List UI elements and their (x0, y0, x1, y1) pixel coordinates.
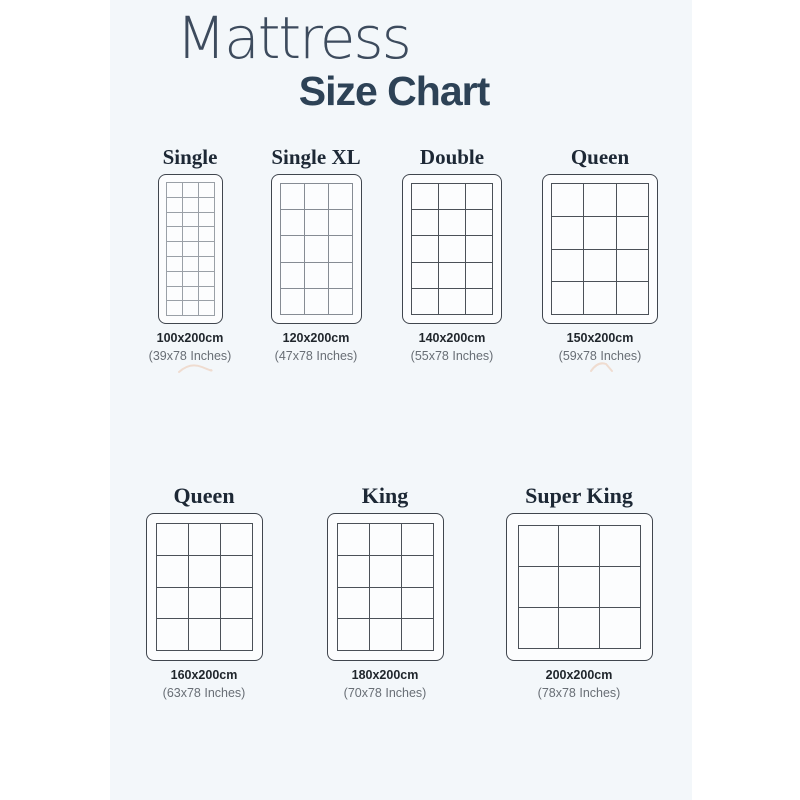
grid-cell (221, 619, 252, 650)
grid-cell (199, 227, 214, 241)
grid-cell (402, 619, 433, 650)
mattress-outline (271, 174, 362, 324)
grid-cell (402, 588, 433, 619)
grid-cell (329, 210, 352, 235)
grid-cell (329, 236, 352, 261)
grid-cell (338, 619, 369, 650)
grid-cell (305, 263, 328, 288)
mattress-grid (280, 183, 353, 315)
mattress-grid (518, 525, 641, 649)
size-name: Single XL (271, 145, 361, 169)
size-cm-label: 150x200cm (566, 331, 634, 346)
size-cm-label: 160x200cm (170, 668, 238, 683)
grid-cell (466, 289, 492, 314)
grid-cell (281, 263, 304, 288)
size-inches-label: (59x78 Inches) (558, 349, 642, 364)
grid-cell (305, 236, 328, 261)
size-card-queen (129, 484, 279, 700)
grid-cell (370, 524, 401, 555)
size-inches-label: (39x78 Inches) (148, 349, 232, 364)
grid-cell (329, 184, 352, 209)
grid-cell (338, 588, 369, 619)
grid-cell (402, 524, 433, 555)
smudge-artifact (588, 359, 616, 375)
grid-cell (412, 289, 438, 314)
grid-cell (183, 287, 198, 301)
grid-cell (281, 289, 304, 314)
mattress-outline (402, 174, 502, 324)
grid-cell (412, 263, 438, 288)
grid-cell (199, 198, 214, 212)
mattress-grid (166, 182, 215, 316)
grid-cell (189, 619, 220, 650)
size-name: Single (162, 145, 218, 169)
grid-cell (559, 608, 599, 648)
grid-cell (402, 556, 433, 587)
size-card-super-king (504, 484, 654, 700)
page-subtitle: Size Chart (298, 68, 490, 114)
page-title: Mattress (176, 4, 410, 72)
size-cm-label: 120x200cm (282, 331, 350, 346)
grid-cell (329, 263, 352, 288)
size-name: Super King (525, 483, 633, 508)
grid-cell (370, 556, 401, 587)
mattress-outline (506, 513, 653, 661)
grid-cell (559, 526, 599, 566)
grid-cell (221, 588, 252, 619)
grid-cell (189, 556, 220, 587)
grid-cell (221, 556, 252, 587)
mattress-grid (551, 183, 649, 315)
grid-cell (199, 183, 214, 197)
size-name: King (361, 483, 409, 508)
grid-cell (519, 567, 559, 607)
mattress-outline (146, 513, 263, 661)
grid-cell (329, 289, 352, 314)
grid-cell (617, 217, 648, 249)
grid-cell (617, 250, 648, 282)
grid-cell (281, 184, 304, 209)
size-inches-label: (47x78 Inches) (274, 349, 358, 364)
grid-cell (199, 287, 214, 301)
grid-cell (370, 619, 401, 650)
grid-cell (167, 213, 182, 227)
grid-cell (167, 257, 182, 271)
grid-cell (370, 588, 401, 619)
grid-cell (466, 210, 492, 235)
grid-cell (305, 184, 328, 209)
size-cm-label: 100x200cm (156, 331, 224, 346)
grid-cell (183, 301, 198, 315)
grid-cell (167, 198, 182, 212)
grid-cell (466, 236, 492, 261)
grid-cell (600, 608, 640, 648)
grid-cell (439, 263, 465, 288)
grid-cell (199, 242, 214, 256)
size-cm-label: 180x200cm (351, 668, 419, 683)
grid-cell (199, 257, 214, 271)
grid-cell (183, 242, 198, 256)
grid-cell (584, 250, 615, 282)
grid-cell (167, 227, 182, 241)
grid-cell (167, 272, 182, 286)
grid-cell (183, 213, 198, 227)
grid-cell (552, 250, 583, 282)
size-card-single-xl (241, 146, 391, 363)
grid-cell (167, 287, 182, 301)
grid-cell (157, 556, 188, 587)
grid-cell (281, 236, 304, 261)
grid-cell (183, 183, 198, 197)
grid-cell (412, 210, 438, 235)
grid-cell (617, 184, 648, 216)
smudge-artifact (176, 360, 214, 378)
mattress-outline (327, 513, 444, 661)
grid-cell (466, 184, 492, 209)
grid-cell (199, 301, 214, 315)
size-name: Double (419, 145, 485, 169)
size-card-queen (525, 146, 675, 363)
grid-cell (305, 210, 328, 235)
grid-cell (183, 198, 198, 212)
grid-cell (439, 184, 465, 209)
grid-cell (183, 227, 198, 241)
grid-cell (552, 282, 583, 314)
grid-cell (519, 608, 559, 648)
grid-cell (412, 184, 438, 209)
grid-cell (552, 217, 583, 249)
grid-cell (157, 524, 188, 555)
grid-cell (199, 272, 214, 286)
grid-cell (519, 526, 559, 566)
size-cm-label: 140x200cm (418, 331, 486, 346)
size-inches-label: (63x78 Inches) (162, 686, 246, 701)
grid-cell (183, 257, 198, 271)
grid-cell (439, 210, 465, 235)
grid-cell (584, 184, 615, 216)
grid-cell (338, 556, 369, 587)
grid-cell (466, 263, 492, 288)
grid-cell (189, 588, 220, 619)
size-name: Queen (570, 145, 630, 169)
size-inches-label: (55x78 Inches) (410, 349, 494, 364)
grid-cell (600, 567, 640, 607)
grid-cell (167, 183, 182, 197)
grid-cell (338, 524, 369, 555)
grid-cell (305, 289, 328, 314)
grid-cell (221, 524, 252, 555)
grid-cell (584, 282, 615, 314)
size-card-king (310, 484, 460, 700)
grid-cell (167, 242, 182, 256)
size-cm-label: 200x200cm (545, 668, 613, 683)
size-inches-label: (70x78 Inches) (343, 686, 427, 701)
grid-cell (412, 236, 438, 261)
mattress-outline (158, 174, 223, 324)
mattress-outline (542, 174, 658, 324)
grid-cell (167, 301, 182, 315)
mattress-grid (337, 523, 434, 651)
grid-cell (600, 526, 640, 566)
grid-cell (617, 282, 648, 314)
grid-cell (439, 236, 465, 261)
grid-cell (189, 524, 220, 555)
size-inches-label: (78x78 Inches) (537, 686, 621, 701)
grid-cell (552, 184, 583, 216)
grid-cell (559, 567, 599, 607)
grid-cell (439, 289, 465, 314)
grid-cell (157, 588, 188, 619)
mattress-grid (156, 523, 253, 651)
size-card-double (377, 146, 527, 363)
grid-cell (157, 619, 188, 650)
grid-cell (281, 210, 304, 235)
grid-cell (183, 272, 198, 286)
grid-cell (584, 217, 615, 249)
mattress-grid (411, 183, 493, 315)
grid-cell (199, 213, 214, 227)
size-name: Queen (173, 483, 235, 508)
